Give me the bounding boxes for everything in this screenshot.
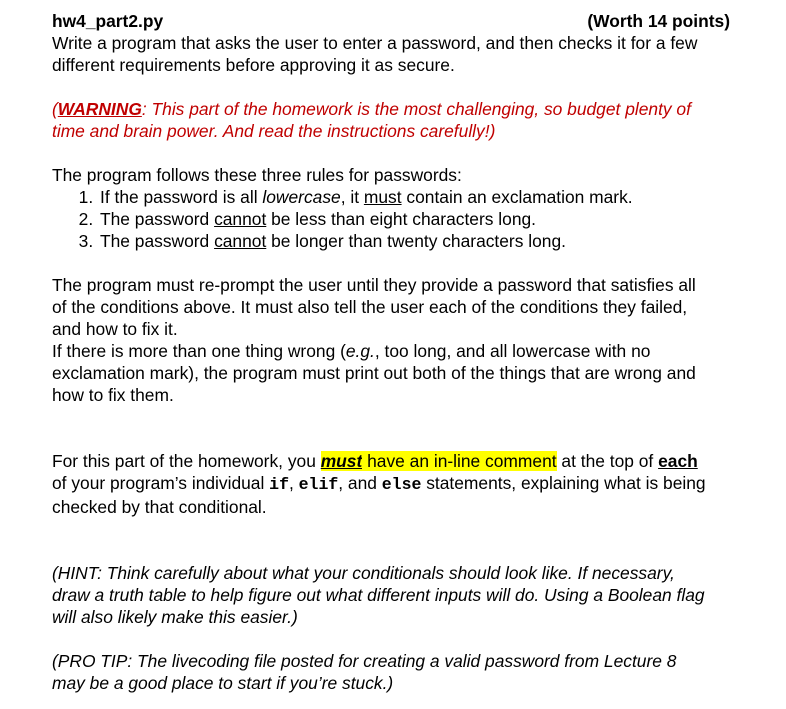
- rule-3-text-b: be longer than twenty characters long.: [266, 231, 566, 251]
- warning-paragraph: [52, 98, 712, 142]
- rule-item: [98, 186, 712, 208]
- rule-1-emphasis: lowercase: [262, 187, 341, 207]
- warning-open-paren: (: [52, 99, 58, 119]
- comment-req-text-c: of your program’s individual: [52, 473, 270, 493]
- rule-item: [98, 208, 712, 230]
- filename-heading: hw4_part2.py: [52, 11, 164, 31]
- inline-comment-highlight: have an in-line comment: [362, 451, 557, 471]
- rule-3-text-a: The password: [100, 231, 215, 251]
- comment-req-text-b: at the top of: [556, 451, 659, 471]
- rule-1-text-c: contain an exclamation mark.: [401, 187, 633, 207]
- reprompt-paragraph: The program must re-prompt the user until they provide a password that satisfies all of the conditions above. It must also tell the user each of the conditions they failed, and how to fix it.: [52, 275, 696, 339]
- rule-1-text-a: If the password is all: [100, 187, 263, 207]
- comment-req-text-e: , and: [338, 473, 382, 493]
- hint-paragraph: (HINT: Think carefully about what your conditionals should look like. If necessary, draw a truth table to help figure out what different inputs will do. Using a Boolean flag will also likely make this easier.): [52, 563, 705, 627]
- rule-item: [98, 230, 712, 252]
- comment-requirement-paragraph: [52, 450, 712, 518]
- warning-label: WARNING: [57, 99, 142, 119]
- comment-req-text-a: For this part of the homework, you: [52, 451, 321, 471]
- rule-3-underline: cannot: [214, 231, 267, 251]
- comment-req-text-d: ,: [288, 473, 299, 493]
- intro-paragraph: Write a program that asks the user to enter a password, and then checks it for a few different requirements before approving it as secure.: [52, 33, 698, 75]
- protip-paragraph: (PRO TIP: The livecoding file posted for creating a valid password from Lecture 8 may be a good place to start if you’re stuck.): [52, 651, 677, 693]
- rule-1-underline: must: [363, 187, 402, 207]
- rule-1-text-b: , it: [340, 187, 364, 207]
- keyword-if: if: [269, 475, 289, 494]
- rule-2-text-b: be less than eight characters long.: [266, 209, 536, 229]
- each-emphasis: each: [658, 451, 698, 471]
- rule-2-text-a: The password: [100, 209, 215, 229]
- multiple-errors-text-a: If there is more than one thing wrong (: [52, 341, 346, 361]
- header-row: [52, 10, 730, 32]
- rules-list: [52, 186, 712, 252]
- keyword-else: else: [381, 475, 422, 494]
- rules-intro: The program follows these three rules for passwords:: [52, 165, 462, 185]
- points-worth: (Worth 14 points): [587, 11, 730, 31]
- assignment-text: [52, 10, 730, 694]
- reprompt-section: [52, 274, 712, 406]
- multiple-errors-text-b: , too long, and all lowercase with no exclamation mark), the program must print out both of the things that are wrong and how to fix them.: [52, 341, 696, 405]
- rule-2-underline: cannot: [214, 209, 267, 229]
- eg-abbrev: e.g.: [345, 341, 375, 361]
- keyword-elif: elif: [298, 475, 339, 494]
- comment-req-text-f: statements, explaining what is being checked by that conditional.: [52, 473, 706, 517]
- warning-text: : This part of the homework is the most challenging, so budget plenty of time and brain power. And read the instructions carefully!): [52, 99, 691, 141]
- multiple-errors-paragraph: [52, 340, 712, 406]
- must-highlight: must: [320, 451, 363, 471]
